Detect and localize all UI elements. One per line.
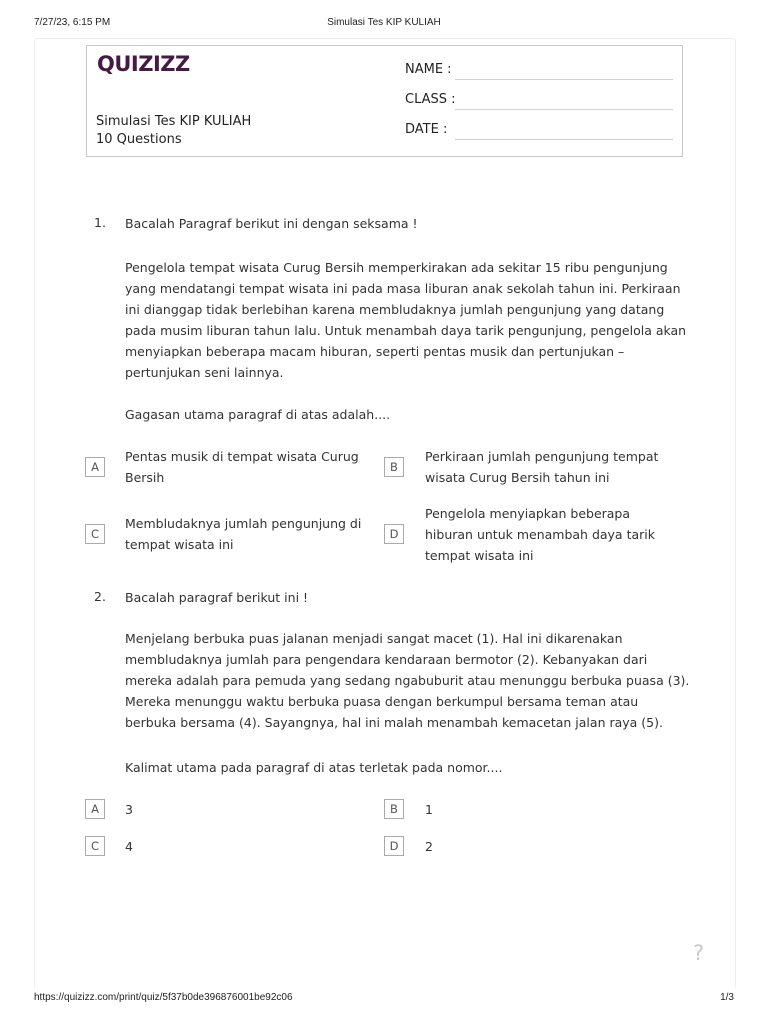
quiz-title: Simulasi Tes KIP KULIAH xyxy=(96,114,252,129)
question-count: 10 Questions xyxy=(96,132,182,147)
option-b-box[interactable]: B xyxy=(384,799,404,819)
quizizz-logo: QUIZIZZ xyxy=(97,52,190,76)
option-b-text: Perkiraan jumlah pengunjung tempat wisata Curug Bersih tahun ini xyxy=(425,449,659,485)
option-d-box[interactable]: D xyxy=(384,836,404,856)
option-a-text: 3 xyxy=(125,802,133,817)
question-intro: Bacalah Paragraf berikut ini dengan seksama ! xyxy=(125,216,418,231)
option-a-text: Pentas musik di tempat wisata Curug Bersih xyxy=(125,449,359,485)
option-b-box[interactable]: B xyxy=(384,457,404,477)
option-a-box[interactable]: A xyxy=(85,457,105,477)
option-d-box[interactable]: D xyxy=(384,524,404,544)
option-a-box[interactable]: A xyxy=(85,799,105,819)
print-footer xyxy=(0,992,768,1008)
option-b-text: 1 xyxy=(425,802,433,817)
date-label: DATE : xyxy=(405,122,448,137)
option-c-text: Membludaknya jumlah pengunjung di tempat wisata ini xyxy=(125,516,362,552)
class-label: CLASS : xyxy=(405,92,456,107)
question-number: 1. xyxy=(94,215,106,230)
option-d-text: 2 xyxy=(425,839,433,854)
class-line xyxy=(455,109,673,110)
question-number: 2. xyxy=(94,589,106,604)
name-field xyxy=(405,62,675,82)
print-page-number: 1/3 xyxy=(720,992,734,1003)
question-paragraph: Pengelola tempat wisata Curug Bersih memperkirakan ada sekitar 15 ribu pengunjung yang mendatangi tempat wisata ini pada masa liburan anak sekolah tahun ini. Perkiraan ini dianggap tidak berlebihan karena membludaknya jumlah pengunjung yang datang pada musim liburan tahun lalu. Untuk menambah daya tarik pengunjung, pengelola akan menyiapkan beberapa macam hiburan, seperti pentas musik dan pertunjukan – pertunjukan seni lainnya. xyxy=(125,260,687,380)
quiz-header xyxy=(86,45,683,157)
option-c-box[interactable]: C xyxy=(85,836,105,856)
date-line xyxy=(455,139,673,140)
name-line xyxy=(455,79,673,80)
print-header xyxy=(0,17,768,33)
help-icon[interactable]: ? xyxy=(693,941,705,965)
print-title: Simulasi Tes KIP KULIAH xyxy=(327,17,441,28)
option-c-box[interactable]: C xyxy=(85,524,105,544)
option-c-text: 4 xyxy=(125,839,133,854)
question-paragraph: Menjelang berbuka puas jalanan menjadi sangat macet (1). Hal ini dikarenakan membludaknya jumlah para pengendara kendaraan bermotor (2). Kebanyakan dari mereka adalah para pemuda yang sedang ngabuburit atau menunggu berbuka puasa (3). Mereka menunggu waktu berbuka puasa dengan berkumpul bersama teman atau berbuka bersama (4). Sayangnya, hal ini malah menambah kemacetan jalan raya (5). xyxy=(125,631,690,730)
option-d-text: Pengelola menyiapkan beberapa hiburan untuk menambah daya tarik tempat wisata ini xyxy=(425,506,655,563)
question-prompt: Kalimat utama pada paragraf di atas terletak pada nomor.... xyxy=(125,760,503,775)
question-intro: Bacalah paragraf berikut ini ! xyxy=(125,590,309,605)
print-url: https://quizizz.com/print/quiz/5f37b0de396876001be92c06 xyxy=(34,992,293,1003)
print-date: 7/27/23, 6:15 PM xyxy=(34,17,111,28)
question-prompt: Gagasan utama paragraf di atas adalah.... xyxy=(125,407,391,422)
date-field xyxy=(405,122,675,142)
class-field xyxy=(405,92,675,112)
name-label: NAME : xyxy=(405,62,452,77)
